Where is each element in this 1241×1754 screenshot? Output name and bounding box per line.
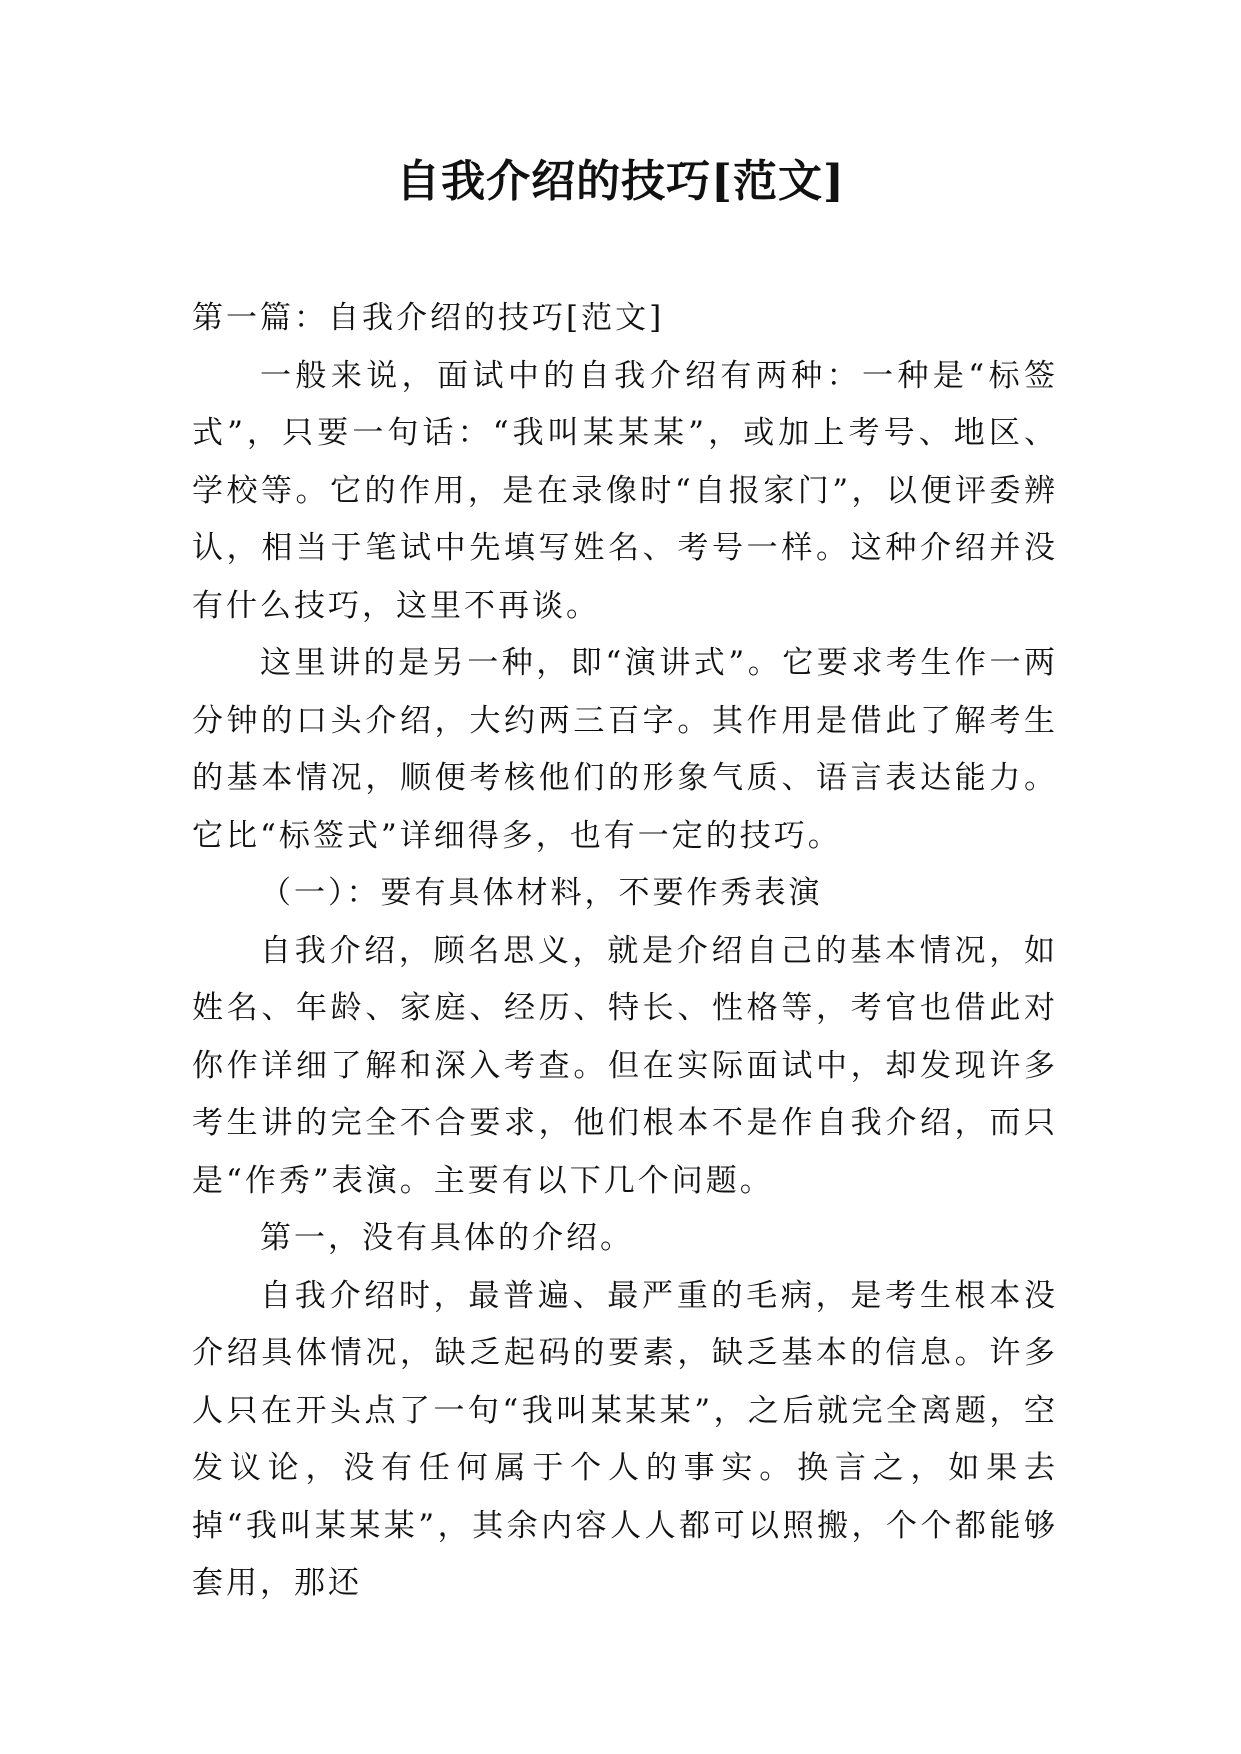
document-body [192, 290, 1058, 1613]
paragraph: 自我介绍时，最普遍、最严重的毛病，是考生根本没介绍具体情况，缺乏起码的要素，缺乏基本的信息。许多人只在开头点了一句“我叫某某某”，之后就完全离题，空发议论，没有任何属于个人的事实。换言之，如果去掉“我叫某某某”，其余内容人人都可以照搬，个个都能够套用，那还 [192, 1277, 1058, 1601]
paragraph: 这里讲的是另一种，即“演讲式”。它要求考生作一两分钟的口头介绍，大约两三百字。其作用是借此了解考生的基本情况，顺便考核他们的形象气质、语言表达能力。它比“标签式”详细得多，也有一定的技巧。 [192, 645, 1058, 854]
subheading: （一）：要有具体材料，不要作秀表演 [260, 875, 823, 911]
paragraph: 自我介绍，顾名思义，就是介绍自己的基本情况，如姓名、年龄、家庭、经历、特长、性格等，考官也借此对你作详细了解和深入考查。但在实际面试中，却发现许多考生讲的完全不合要求，他们根本不是作自我介绍，而只是“作秀”表演。主要有以下几个问题。 [192, 932, 1058, 1199]
subheading: 第一，没有具体的介绍。 [260, 1220, 634, 1256]
paragraph: 一般来说，面试中的自我介绍有两种：一种是“标签式”，只要一句话：“我叫某某某”，或加上考号、地区、学校等。它的作用，是在录像时“自报家门”，以便评委辨认，相当于笔试中先填写姓名、考号一样。这种介绍并没有什么技巧，这里不再谈。 [192, 357, 1058, 624]
document-title: 自我介绍的技巧[范文] [396, 156, 845, 207]
section-heading: 第一篇：自我介绍的技巧[范文] [192, 300, 665, 336]
